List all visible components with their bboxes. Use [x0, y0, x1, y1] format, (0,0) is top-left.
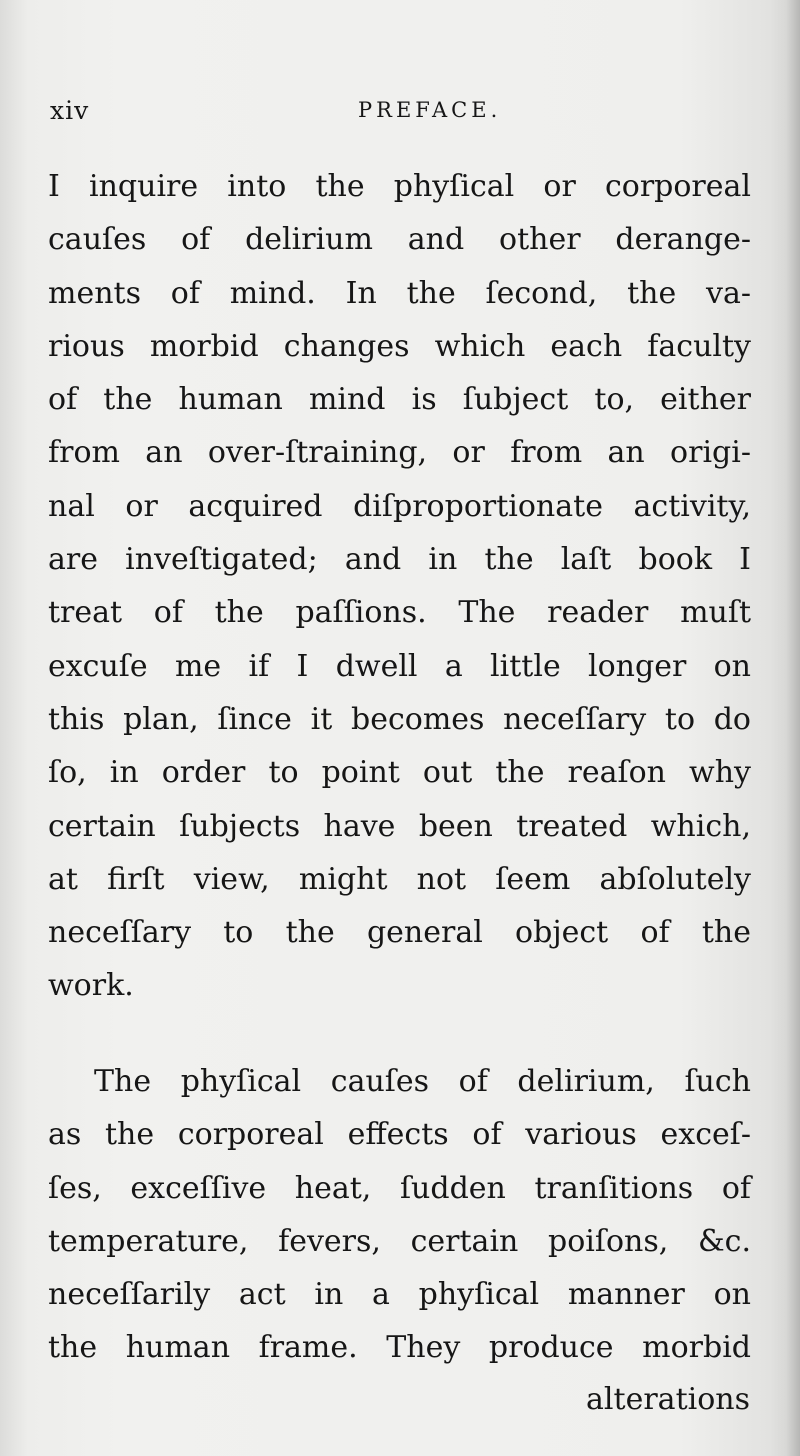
text-line: neceſſary to the general object of the: [48, 915, 751, 951]
text-line: work.: [48, 968, 134, 1004]
text-line: of the human mind is ſubject to, either: [48, 382, 751, 418]
text-line: neceſſarily act in a phyſical manner on: [48, 1277, 751, 1313]
paragraph-1: [48, 160, 751, 1013]
text-line: this plan, ſince it becomes neceſſary to do: [48, 701, 751, 737]
text-line: cauſes of delirium and other derange-: [48, 222, 751, 258]
text-line: certain ſubjects have been treated which,: [48, 808, 751, 844]
text-line: I inquire into the phyſical or corporeal: [48, 169, 751, 204]
catchword: alterations: [586, 1382, 750, 1417]
paragraph-2: [48, 1055, 751, 1375]
text-line: at firſt view, might not ſeem abſolutely: [48, 861, 751, 897]
page-edge-shadow: [786, 0, 800, 1456]
text-line: are inveſtigated; and in the laſt book I: [48, 542, 751, 578]
text-line: excuſe me if I dwell a little longer on: [48, 648, 751, 684]
text-line: as the corporeal effects of various exceſ-: [48, 1117, 751, 1153]
text-line: nal or acquired diſproportionate activity,: [48, 488, 751, 524]
text-line: treat of the paſſions. The reader muſt: [48, 595, 751, 631]
text-line: rious morbid changes which each faculty: [48, 328, 751, 364]
text-line: ments of mind. In the ſecond, the va-: [48, 275, 751, 311]
text-line: ſo, in order to point out the reaſon why: [48, 755, 751, 791]
running-head: PREFACE.: [358, 98, 502, 122]
text-line: ſes, exceſſive heat, ſudden tranſitions of: [48, 1170, 751, 1206]
text-line: The phyſical cauſes of delirium, ſuch: [94, 1064, 751, 1099]
text-line: temperature, fevers, certain poiſons, &c.: [48, 1223, 751, 1259]
text-line: from an over-ſtraining, or from an origi-: [48, 435, 751, 471]
page-header: [48, 96, 750, 132]
page-number: xiv: [50, 96, 90, 125]
text-line: the human frame. They produce morbid: [48, 1330, 751, 1366]
